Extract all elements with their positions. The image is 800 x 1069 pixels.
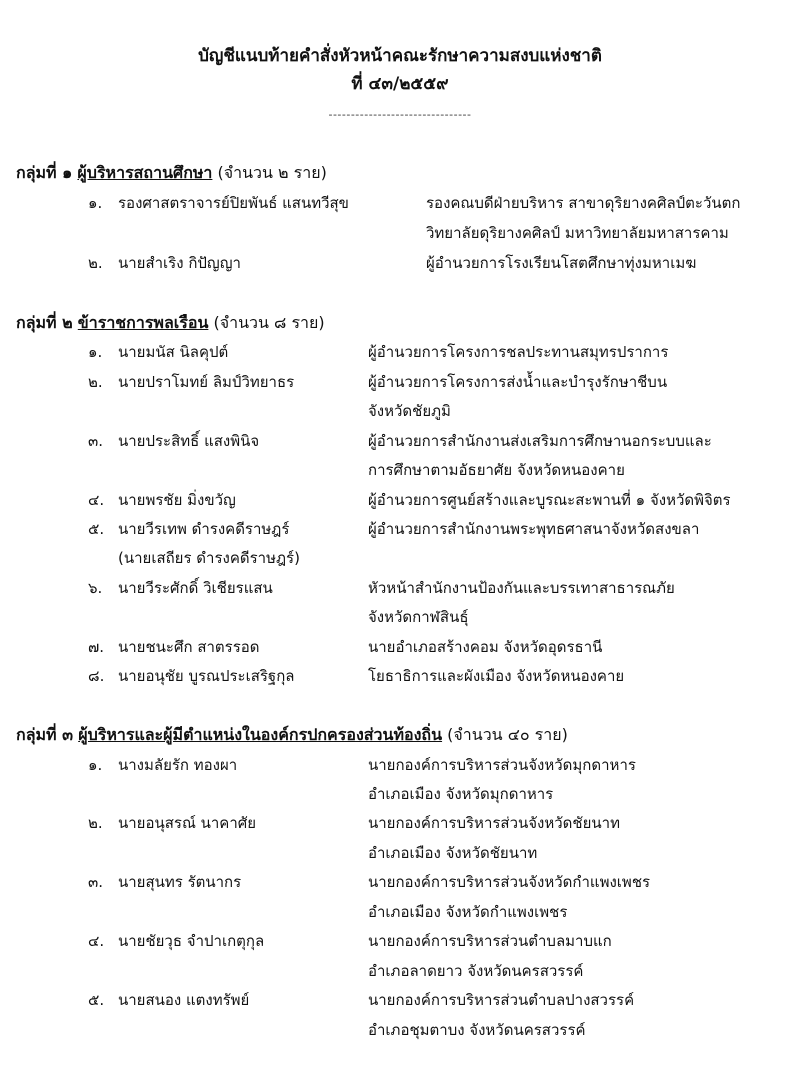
- person-name: นายสุนทร รัตนากร: [118, 873, 242, 891]
- person-position: นายกองค์การบริหารส่วนตำบลมาบแก: [368, 932, 612, 950]
- item-number: ๒.: [88, 814, 103, 832]
- person-name: นายวีระศักดิ์ วิเชียรแสน: [118, 579, 273, 597]
- person-position-cont: อำเภอเมือง จังหวัดมุกดาหาร: [368, 785, 554, 803]
- person-position: นายกองค์การบริหารส่วนตำบลปางสวรรค์: [368, 991, 635, 1009]
- person-position-cont: จังหวัดชัยภูมิ: [368, 402, 451, 420]
- item-number: ๒.: [88, 373, 103, 391]
- group-label: กลุ่มที่ ๓: [16, 725, 74, 744]
- order-number: ที่ ๔๓/๒๕๕๙: [351, 74, 449, 94]
- item-number: ๘.: [88, 667, 105, 685]
- item-number: ๑.: [88, 343, 103, 361]
- group-heading: [16, 162, 327, 184]
- person-name: นายพรชัย มิ่งขวัญ: [118, 491, 236, 509]
- person-former-name: (นายเสถียร ดำรงคดีราษฎร์): [118, 549, 300, 567]
- person-name: นางมลัยรัก ทองผา: [118, 756, 238, 774]
- person-position-cont: อำเภอเมือง จังหวัดกำแพงเพชร: [368, 903, 568, 921]
- item-number: ๕.: [88, 520, 105, 538]
- person-name: นายอนุชัย บูรณประเสริฐกุล: [118, 667, 295, 685]
- item-number: ๔.: [88, 932, 105, 950]
- item-number: ๖.: [88, 579, 103, 597]
- person-position: นายกองค์การบริหารส่วนจังหวัดชัยนาท: [368, 814, 620, 832]
- group-category: ผู้บริหารและผู้มีตำแหน่งในองค์กรปกครองส่วนท้องถิ่น: [78, 725, 443, 744]
- person-name: นายปราโมทย์ ลิมป์วิทยาธร: [118, 373, 295, 391]
- person-position: ผู้อำนวยการสำนักงานส่งเสริมการศึกษานอกระบบและ: [368, 432, 712, 450]
- group-category: ข้าราชการพลเรือน: [77, 313, 209, 332]
- person-name: นายวีรเทพ ดำรงคดีราษฎร์: [118, 520, 290, 538]
- document-title: บัญชีแนบท้ายคำสั่งหัวหน้าคณะรักษาความสงบแห่งชาติ: [198, 46, 602, 66]
- item-number: ๔.: [88, 491, 105, 509]
- item-number: ๗.: [88, 638, 105, 656]
- person-position: ผู้อำนวยการศูนย์สร้างและบูรณะสะพานที่ ๑ จังหวัดพิจิตร: [368, 491, 731, 509]
- person-name: นายประสิทธิ์ แสงพินิจ: [118, 432, 260, 450]
- person-name: นายมนัส นิลคุปต์: [118, 343, 229, 361]
- person-position-cont: อำเภอเมือง จังหวัดชัยนาท: [368, 844, 538, 862]
- person-name: นายสนอง แตงทรัพย์: [118, 991, 250, 1009]
- item-number: ๒.: [88, 254, 103, 272]
- person-position: โยธาธิการและผังเมือง จังหวัดหนองคาย: [368, 667, 625, 685]
- person-position: นายกองค์การบริหารส่วนจังหวัดกำแพงเพชร: [368, 873, 651, 891]
- person-position: ผู้อำนวยการโครงการส่งน้ำและบำรุงรักษาชีบน: [368, 373, 668, 391]
- item-number: ๓.: [88, 873, 104, 891]
- person-position-cont: อำเภอชุมตาบง จังหวัดนครสวรรค์: [368, 1021, 586, 1039]
- item-number: ๑.: [88, 756, 103, 774]
- group-heading: [16, 724, 568, 746]
- person-position-cont: จังหวัดกาฬสินธุ์: [368, 608, 469, 626]
- group-label: กลุ่มที่ ๒: [16, 313, 73, 332]
- person-name: นายอนุสรณ์ นาคาศัย: [118, 814, 257, 832]
- person-position: ผู้อำนวยการสำนักงานพระพุทธศาสนาจังหวัดสงขลา: [368, 520, 700, 538]
- group-count: (จำนวน ๘ ราย): [213, 313, 325, 332]
- title-separator: --------------------------------: [328, 108, 472, 121]
- person-name: นายสำเริง กิปัญญา: [118, 254, 241, 272]
- person-position: ผู้อำนวยการโรงเรียนโสตศึกษาทุ่งมหาเมฆ: [426, 254, 697, 272]
- group-heading: [16, 312, 325, 334]
- item-number: ๑.: [88, 194, 103, 212]
- group-count: (จำนวน ๒ ราย): [217, 163, 327, 182]
- group-count: (จำนวน ๔๐ ราย): [447, 725, 568, 744]
- person-position: รองคณบดีฝ่ายบริหาร สาขาดุริยางคศิลป์ตะวันตก: [426, 194, 741, 212]
- person-name: รองศาสตราจารย์ปิยพันธ์ แสนทวีสุข: [118, 194, 349, 212]
- person-position: หัวหน้าสำนักงานป้องกันและบรรเทาสาธารณภัย: [368, 579, 675, 597]
- person-position-cont: วิทยาลัยดุริยางคศิลป์ มหาวิทยาลัยมหาสารคาม: [426, 224, 729, 242]
- person-position-cont: การศึกษาตามอัธยาศัย จังหวัดหนองคาย: [368, 461, 625, 479]
- person-name: นายชัยวุธ จำปาเกตุกุล: [118, 932, 265, 950]
- person-name: นายชนะศึก สาตรรอด: [118, 638, 260, 656]
- group-category: ผู้บริหารสถานศึกษา: [77, 163, 213, 182]
- person-position: นายกองค์การบริหารส่วนจังหวัดมุกดาหาร: [368, 756, 636, 774]
- group-label: กลุ่มที่ ๑: [16, 163, 73, 182]
- person-position-cont: อำเภอลาดยาว จังหวัดนครสวรรค์: [368, 962, 584, 980]
- person-position: ผู้อำนวยการโครงการชลประทานสมุทรปราการ: [368, 343, 669, 361]
- item-number: ๕.: [88, 991, 105, 1009]
- person-position: นายอำเภอสร้างคอม จังหวัดอุดรธานี: [368, 638, 603, 656]
- item-number: ๓.: [88, 432, 104, 450]
